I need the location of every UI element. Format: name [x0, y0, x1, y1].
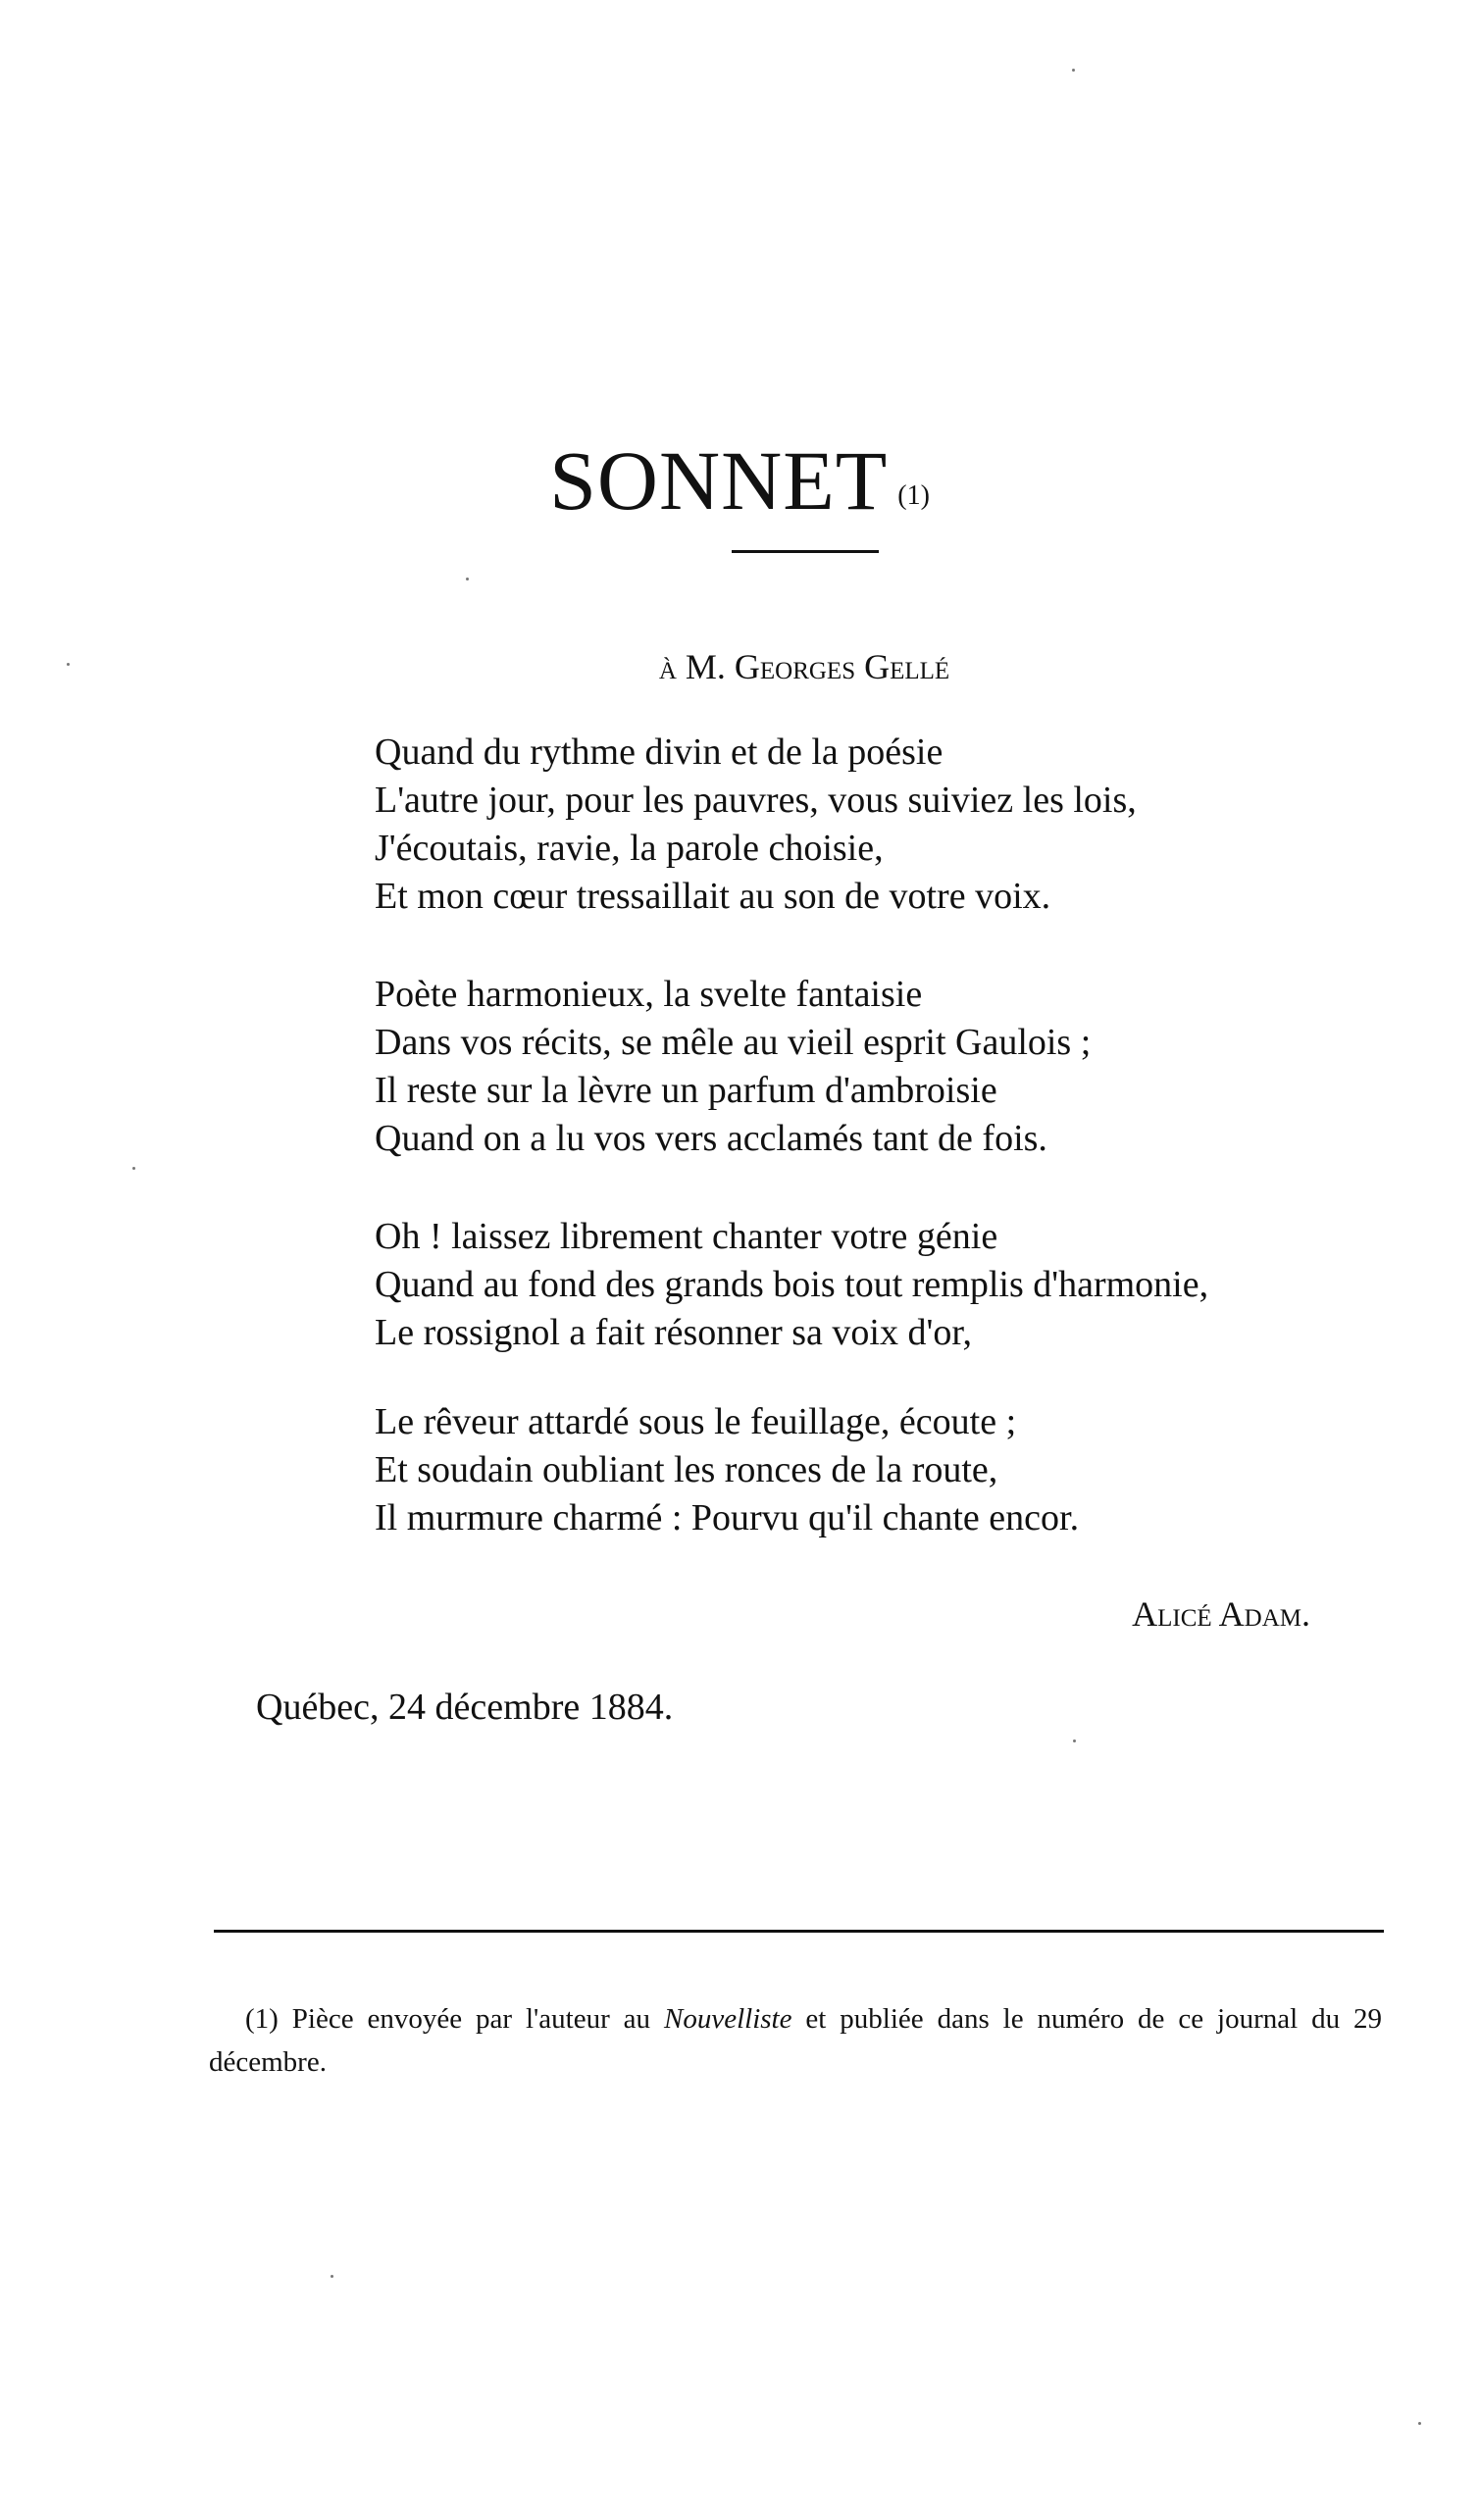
dedication: à M. Georges Gellé: [658, 647, 950, 686]
verse-line: Dans vos récits, se mêle au vieil esprit Gaulois ;: [375, 1022, 1092, 1063]
verse-line: Oh ! laissez librement chanter votre génie: [375, 1216, 998, 1257]
footnote-divider: [214, 1930, 1384, 1933]
poem: [375, 729, 1355, 1542]
stanza-4: [375, 1398, 1355, 1542]
verse-line: Et mon cœur tressaillait au son de votre voix.: [375, 876, 1051, 917]
footnote: [209, 1997, 1382, 2084]
page-title: [0, 431, 1479, 529]
verse-line: Le rossignol a fait résonner sa voix d'or,: [375, 1312, 972, 1353]
footnote-text-after: et publiée dans le numéro de ce journal du 29 décembre.: [209, 2003, 1383, 2078]
scan-speck: [466, 578, 469, 580]
author-signature: Alicé Adam.: [1132, 1594, 1310, 1634]
stanza-1: [375, 729, 1355, 921]
verse-line: Le rêveur attardé sous le feuillage, écoute ;: [375, 1401, 1017, 1442]
title-text: SONNET: [549, 432, 889, 528]
verse-line: Il reste sur la lèvre un parfum d'ambroisie: [375, 1070, 997, 1111]
verse-line: Quand du rythme divin et de la poésie: [375, 731, 944, 773]
footnote-journal-name: Nouvelliste: [664, 2003, 792, 2035]
scan-speck: [331, 2275, 333, 2278]
scan-speck: [1073, 1739, 1076, 1742]
scan-speck: [1072, 69, 1075, 72]
scan-speck: [132, 1167, 135, 1170]
verse-line: Il murmure charmé : Pourvu qu'il chante encor.: [375, 1497, 1080, 1538]
scan-speck: [1418, 2422, 1421, 2425]
footnote-text-before: Pièce envoyée par l'auteur au: [291, 2003, 651, 2035]
verse-line: Quand on a lu vos vers acclamés tant de fois.: [375, 1118, 1047, 1159]
verse-line: J'écoutais, ravie, la parole choisie,: [375, 828, 884, 869]
verse-line: L'autre jour, pour les pauvres, vous suiviez les lois,: [375, 780, 1137, 821]
title-footnote-ref: (1): [897, 479, 930, 511]
stanza-2: [375, 971, 1355, 1163]
place-and-date: Québec, 24 décembre 1884.: [256, 1687, 674, 1728]
stanza-3: [375, 1213, 1355, 1357]
verse-line: Quand au fond des grands bois tout remplis d'harmonie,: [375, 1264, 1209, 1305]
verse-line: Poète harmonieux, la svelte fantaisie: [375, 974, 923, 1015]
footnote-marker: (1): [245, 2003, 279, 2035]
verse-line: Et soudain oubliant les ronces de la route,: [375, 1449, 998, 1490]
title-divider: [732, 550, 879, 553]
scan-speck: [67, 663, 70, 666]
